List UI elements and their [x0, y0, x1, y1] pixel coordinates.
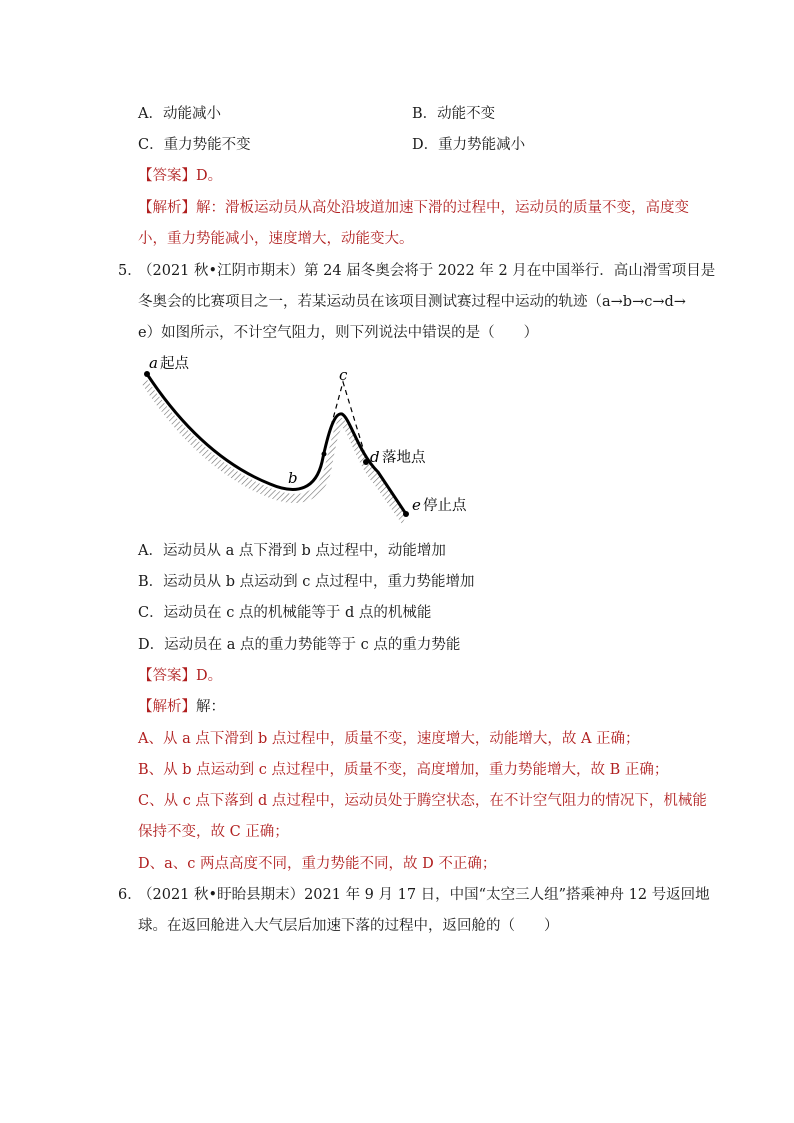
analysis-tag: 【解析】: [138, 200, 196, 216]
analysis-item-a: A、从 a 点下滑到 b 点过程中，质量不变，速度增大，动能增大，故 A 正确；: [138, 731, 640, 747]
analysis-text: 解：滑板运动员从高处沿坡道加速下滑的过程中，运动员的质量不变，高度变: [196, 200, 689, 216]
answer-line: [138, 664, 222, 685]
option-b: B．动能不变: [412, 106, 496, 122]
analysis-tag: 【解析】: [138, 699, 196, 715]
answer-value: D。: [196, 168, 223, 184]
answer-tag: 【答案】: [138, 168, 196, 184]
label-a: a: [149, 354, 158, 372]
question-stem-line: 冬奥会的比赛项目之一，若某运动员在该项目测试赛过程中运动的轨迹（a→b→c→d→: [138, 294, 686, 310]
answer-value: D。: [196, 668, 223, 684]
question-stem-line: e）如图所示，不计空气阻力，则下列说法中错误的是（ ）: [138, 325, 539, 341]
analysis-item-c: C、从 c 点下落到 d 点过程中，运动员处于腾空状态，在不计空气阻力的情况下，机械能: [138, 793, 707, 809]
option-a: A．动能减小: [138, 106, 221, 122]
ground-hatching: [142, 378, 406, 524]
option-c: C．重力势能不变: [138, 137, 251, 153]
option-a: A．运动员从 a 点下滑到 b 点过程中，动能增加: [138, 543, 446, 559]
option-b: B．运动员从 b 点运动到 c 点过程中，重力势能增加: [138, 574, 475, 590]
label-b: b: [288, 469, 298, 487]
question-number: 6．: [118, 887, 142, 903]
label-a-text: 起点: [160, 356, 189, 372]
analysis-line: [138, 695, 225, 716]
label-e: e: [412, 496, 421, 514]
question-number: 5．: [118, 263, 142, 279]
analysis-head: 解：: [196, 699, 225, 715]
question-stem: （2021 秋•江阴市期末）第 24 届冬奥会将于 2022 年 2 月在中国举行．高山滑雪项目是: [138, 263, 716, 279]
label-d-text: 落地点: [382, 450, 426, 466]
analysis-item-d: D、a、c 两点高度不同，重力势能不同，故 D 不正确；: [138, 856, 497, 872]
label-d: d: [370, 448, 380, 466]
option-d: D．重力势能减小: [412, 137, 526, 153]
point-d: [363, 459, 369, 465]
label-c: c: [339, 366, 348, 384]
option-d: D．运动员在 a 点的重力势能等于 c 点的重力势能: [138, 637, 461, 653]
answer-tag: 【答案】: [138, 668, 196, 684]
point-e: [403, 511, 409, 517]
analysis-text-continued: 小，重力势能减小，速度增大，动能变大。: [138, 231, 414, 247]
analysis-item-c-continued: 保持不变，故 C 正确；: [138, 824, 289, 840]
analysis-item-b: B、从 b 点运动到 c 点过程中，质量不变，高度增加，重力势能增大，故 B 正确；: [138, 762, 669, 778]
question-stem-line: 球。在返回舱进入大气层后加速下落的过程中，返回舱的（ ）: [138, 918, 559, 934]
label-e-text: 停止点: [423, 498, 467, 514]
option-c: C．运动员在 c 点的机械能等于 d 点的机械能: [138, 605, 432, 621]
trajectory-figure: [140, 348, 480, 528]
answer-line: [138, 164, 222, 185]
question-stem: （2021 秋•盱眙县期末）2021 年 9 月 17 日，中国“太空三人组”搭乘神舟 12 号返回地: [138, 887, 710, 903]
point-takeoff: [322, 452, 327, 457]
analysis-line: [138, 196, 689, 217]
